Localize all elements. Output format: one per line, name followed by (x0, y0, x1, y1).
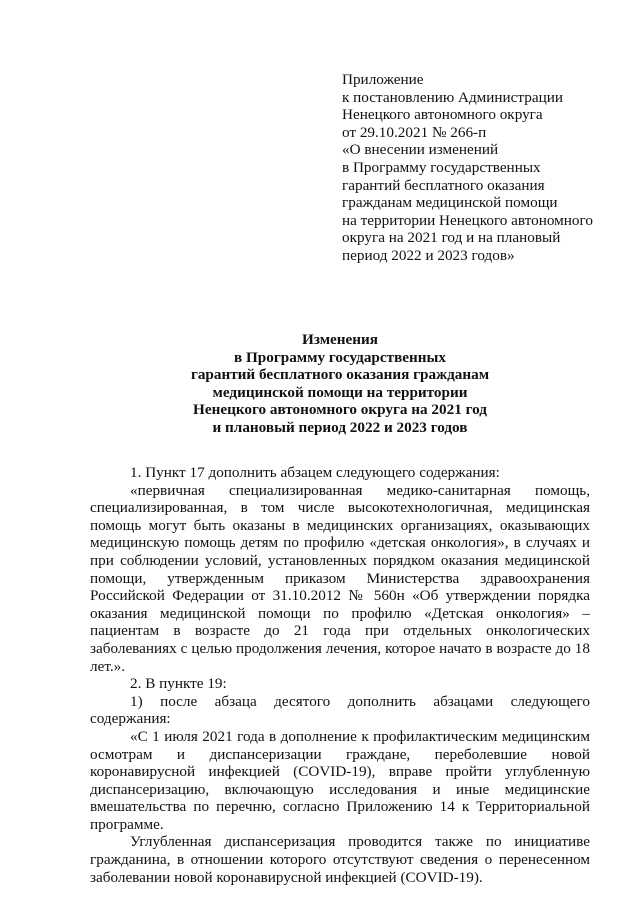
appendix-line: округа на 2021 год и на плановый (342, 229, 561, 247)
appendix-line: Ненецкого автономного округа (342, 106, 543, 124)
appendix-header (342, 71, 612, 265)
appendix-line: в Программу государственных (342, 158, 541, 176)
paragraph-deep-dispensary: Углубленная диспансеризация проводится также по инициативе гражданина, в отношении которого отсутствуют сведения о перенесенном заболевании новой коронавирусной инфекцией (COVID-19). (90, 833, 590, 886)
appendix-line: на территории Ненецкого автономного (342, 211, 593, 229)
appendix-line: к постановлению Администрации (342, 88, 563, 106)
document-body (90, 464, 590, 886)
document-title (60, 331, 620, 437)
title-line: Изменения (302, 331, 378, 348)
appendix-line: гарантий бесплатного оказания (342, 176, 545, 194)
title-line: и плановый период 2022 и 2023 годов (212, 418, 468, 436)
paragraph-item-2: 2. В пункте 19: (130, 675, 227, 693)
appendix-line: «О внесении изменений (342, 141, 499, 159)
appendix-line: от 29.10.2021 № 266-п (342, 123, 487, 141)
paragraph-item-1: 1. Пункт 17 дополнить абзацем следующего содержания: (130, 464, 500, 481)
appendix-line: Приложение (342, 71, 424, 88)
appendix-line: гражданам медицинской помощи (342, 194, 558, 212)
appendix-line: период 2022 и 2023 годов» (342, 246, 515, 264)
title-line: гарантий бесплатного оказания гражданам (190, 366, 490, 384)
title-line: Ненецкого автономного округа на 2021 год (193, 401, 487, 419)
title-line: в Программу государственных (234, 348, 446, 366)
paragraph-quote-covid: «С 1 июля 2021 года в дополнение к профилактическим медицинским осмотрам и диспансеризации граждане, переболевшие новой коронавирусной инфекцией (COVID-19), вправе пройти углубленную диспансеризацию, включающую исследования и иные медицинские вмешательства по перечню, согласно Приложению 14 к Территориальной программе. (90, 727, 590, 833)
title-line: медицинской помощи на территории (212, 383, 468, 401)
paragraph-quote-oncology: «первичная специализированная медико-санитарная помощь, специализированная, в том числе высокотехнологичная, медицинская помощь могут быть оказаны в медицинских организациях, оказывающих медицинскую помощь детям по профилю «детская онкология», в случаях и при соблюдении условий, установленных порядком оказания медицинской помощи, утвержденным приказом Министерства здравоохранения Российской Федерации от 31.10.2012 № 560н «Об утверждении порядка оказания медицинской помощи по профилю «Детская онкология» – пациентам в возрасте до 21 года при отдельных онкологических заболеваниях с целью продолжения лечения, которое начато в возрасте до 18 лет.». (90, 481, 590, 675)
paragraph-subitem-1: 1) после абзаца десятого дополнить абзацами следующего содержания: (90, 692, 590, 728)
